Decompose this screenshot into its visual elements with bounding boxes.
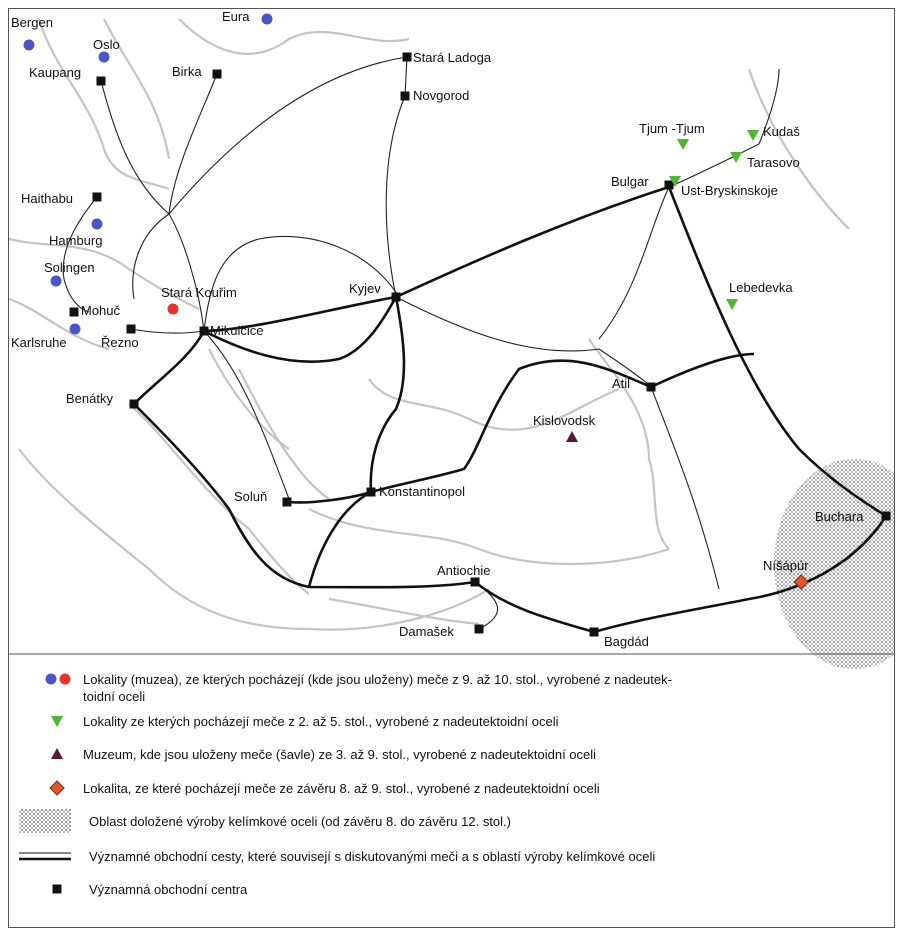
marker-eura (262, 14, 273, 25)
legend-green-triangle-icon (51, 716, 63, 727)
marker-buchara (882, 512, 891, 521)
label-haithabu: Haithabu (21, 191, 74, 206)
label-benatky: Benátky (66, 391, 113, 406)
label-tjum-tjum: Tjum -Tjum (639, 121, 705, 136)
marker-birka (213, 70, 222, 79)
legend-stipple-area-icon (19, 809, 71, 833)
marker-haithabu (93, 193, 102, 202)
map-frame (8, 8, 895, 928)
label-oslo: Oslo (93, 37, 120, 52)
label-hamburg: Hamburg (49, 233, 103, 248)
marker-hamburg (92, 219, 103, 230)
label-bagdad: Bagdád (604, 634, 649, 649)
legend-row-1 (46, 672, 672, 704)
legend-text-1-cont: toidní oceli (83, 689, 146, 704)
label-birka: Birka (172, 64, 202, 79)
marker-mohuc (70, 308, 79, 317)
label-bergen: Bergen (11, 15, 53, 30)
label-stara-ladoga: Stará Ladoga (413, 50, 492, 65)
legend-red-dot-icon (60, 674, 71, 685)
marker-atil (647, 383, 656, 392)
label-solingen: Solingen (44, 260, 95, 275)
marker-rezno (127, 325, 136, 334)
label-damasek: Damašek (399, 624, 454, 639)
marker-bergen (24, 40, 35, 51)
legend-text-7: Významná obchodní centra (89, 882, 248, 897)
marker-novgorod (401, 92, 410, 101)
label-stara-kourim: Stará Kouřim (161, 285, 237, 300)
label-eura: Eura (222, 9, 250, 24)
marker-kyjev (392, 293, 401, 302)
label-kaupang: Kaupang (29, 65, 82, 80)
trade-routes-minor (63, 57, 779, 629)
legend-row-5 (19, 809, 511, 833)
legend-text-5: Oblast doložené výroby kelímkové oceli (od závěru 8. do závěru 12. stol.) (89, 814, 511, 829)
label-buchara: Buchara (815, 509, 864, 524)
marker-tjum-tjum (677, 139, 689, 150)
label-kislovodsk: Kislovodsk (533, 413, 596, 428)
marker-kislovodsk (566, 431, 578, 442)
marker-solingen (51, 276, 62, 287)
map-labels (11, 9, 864, 649)
legend-row-4 (50, 781, 600, 796)
marker-konstantinopol (367, 488, 376, 497)
marker-stara-ladoga (403, 53, 412, 62)
label-atil: Atil (612, 376, 631, 391)
label-konstantinopol: Konstantinopol (379, 484, 466, 499)
legend-row-2 (51, 714, 559, 729)
label-nisapur: Níšápúr (763, 558, 809, 573)
marker-antiochie (471, 578, 480, 587)
coastlines (9, 19, 849, 630)
label-novgorod: Novgorod (413, 88, 470, 103)
label-bulgar: Bulgar (611, 174, 649, 189)
map-svg (9, 9, 894, 927)
legend-text-6: Významné obchodní cesty, které souvisejí s diskutovanými meči a s oblastí výroby kelímkové oceli (89, 849, 656, 864)
label-mohuc: Mohuč (81, 303, 121, 318)
marker-bagdad (590, 628, 599, 637)
legend-row-6 (19, 849, 655, 864)
label-karlsruhe: Karlsruhe (11, 335, 67, 350)
marker-lebedevka (726, 299, 738, 310)
legend-row-7 (53, 882, 249, 897)
legend-text-1: Lokality (muzea), ze kterých pocházejí (kde jsou uloženy) meče z 9. až 10. stol., vyrobené z nadeutek- (83, 672, 672, 687)
label-mikulcice: Mikulčice (210, 323, 264, 338)
marker-benatky (130, 400, 139, 409)
legend (19, 672, 672, 897)
marker-solun (283, 498, 292, 507)
marker-kudas (747, 130, 759, 141)
label-tarasovo: Tarasovo (747, 155, 800, 170)
label-kudas: Kudaš (763, 124, 800, 139)
legend-blue-dot-icon (46, 674, 57, 685)
legend-purple-triangle-icon (51, 748, 63, 759)
marker-stara-kourim (168, 304, 179, 315)
marker-damasek (475, 625, 484, 634)
label-ust-bryskinskoje: Ust-Bryskinskoje (681, 183, 778, 198)
marker-bulgar (665, 181, 674, 190)
legend-text-2: Lokality ze kterých pocházejí meče z 2. až 5. stol., vyrobené z nadeutektoidní oceli (83, 714, 559, 729)
legend-text-4: Lokalita, ze které pocházejí meče ze závěru 8. až 9. stol., vyrobené z nadeutektoidní oceli (83, 781, 600, 796)
legend-text-3: Muzeum, kde jsou uloženy meče (šavle) ze 3. až 9. stol., vyrobené z nadeutektoidní oceli (83, 747, 597, 762)
label-antiochie: Antiochie (437, 563, 491, 578)
legend-black-square-icon (53, 885, 62, 894)
marker-karlsruhe (70, 324, 81, 335)
marker-mikulcice (200, 327, 209, 336)
legend-row-3 (51, 747, 596, 762)
label-solun: Soluň (234, 489, 268, 504)
label-lebedevka: Lebedevka (729, 280, 793, 295)
label-rezno: Řezno (101, 335, 139, 350)
marker-oslo (99, 52, 110, 63)
marker-kaupang (97, 77, 106, 86)
label-kyjev: Kyjev (349, 281, 381, 296)
legend-orange-diamond-icon (50, 781, 64, 795)
